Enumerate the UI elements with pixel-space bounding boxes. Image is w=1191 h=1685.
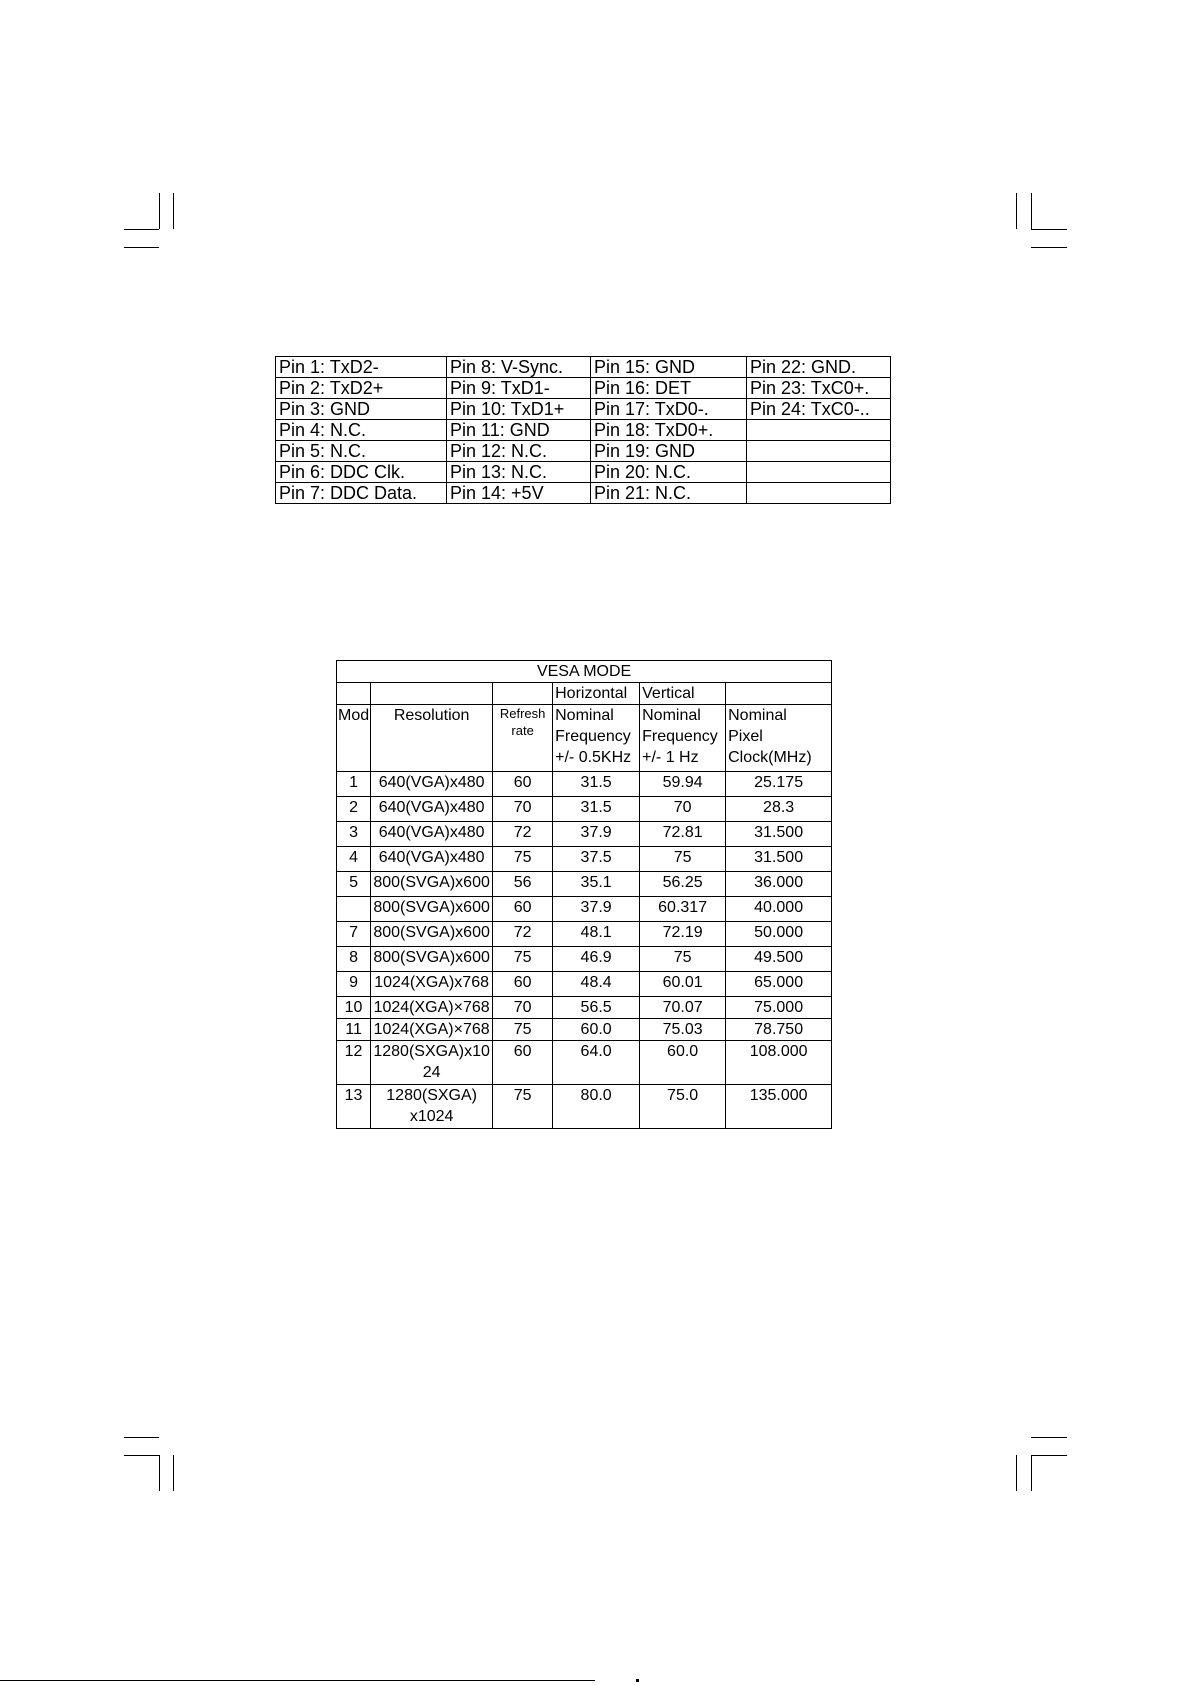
group-cell-empty [726,683,832,705]
pin-cell: Pin 10: TxD1+ [447,399,591,420]
footer-dot [636,1679,639,1682]
vesa-row [337,1041,832,1085]
resolution-cell [371,997,493,1019]
pin-cell [747,441,891,462]
resolution-line1: 800(SVGA)x600 [373,924,490,941]
horizontal-frequency-cell: 37.9 [553,897,640,922]
horizontal-frequency-cell: 80.0 [553,1085,640,1129]
vertical-frequency-cell: 60.01 [640,972,726,997]
resolution-cell [371,772,493,797]
pixel-clock-cell: 25.175 [726,772,832,797]
pin-cell [747,420,891,441]
vertical-frequency-cell: 75 [640,847,726,872]
vesa-title: VESA MODE [337,661,832,683]
group-cell-empty [337,683,371,705]
refresh-cell: 72 [493,922,553,947]
vesa-row [337,772,832,797]
vesa-table-body [337,772,832,1129]
pin-row [276,462,891,483]
horizontal-frequency-cell: 48.4 [553,972,640,997]
pin-cell: Pin 2: TxD2+ [276,378,447,399]
vertical-frequency-cell: 75.03 [640,1019,726,1041]
pin-cell: Pin 9: TxD1- [447,378,591,399]
resolution-cell [371,1085,493,1129]
pixel-clock-cell: 28.3 [726,797,832,822]
refresh-cell: 75 [493,847,553,872]
pin-cell: Pin 22: GND. [747,357,891,378]
mode-cell: 4 [337,847,371,872]
header-p-line3: Clock(MHz) [728,749,812,766]
refresh-cell: 60 [493,972,553,997]
pixel-clock-cell: 108.000 [726,1041,832,1085]
vesa-mode-table [336,660,832,1129]
header-mode: Mod [337,705,371,772]
resolution-cell [371,922,493,947]
pin-table-body [276,357,891,504]
header-h-line2: Frequency [555,728,631,745]
vesa-table-head [337,661,832,772]
mode-cell: 1 [337,772,371,797]
pin-cell [747,483,891,504]
header-p-line1: Nominal [728,707,787,724]
resolution-cell [371,1041,493,1085]
mode-cell: 3 [337,822,371,847]
vesa-row [337,1019,832,1041]
mode-cell: 13 [337,1085,371,1129]
resolution-line1: 800(SVGA)x600 [373,949,490,966]
vertical-frequency-cell: 70 [640,797,726,822]
vertical-frequency-cell: 60.0 [640,1041,726,1085]
pixel-clock-cell: 75.000 [726,997,832,1019]
horizontal-frequency-cell: 48.1 [553,922,640,947]
resolution-line2: x1024 [409,1108,454,1125]
pin-cell: Pin 12: N.C. [447,441,591,462]
pin-row [276,483,891,504]
vesa-row [337,997,832,1019]
resolution-cell [371,897,493,922]
pixel-clock-cell: 49.500 [726,947,832,972]
vesa-row [337,1085,832,1129]
refresh-cell: 60 [493,897,553,922]
resolution-line1: 640(VGA)x480 [378,774,485,791]
vesa-group-row [337,683,832,705]
pin-row [276,399,891,420]
vesa-row [337,897,832,922]
mode-cell: 5 [337,872,371,897]
vesa-row [337,947,832,972]
header-v-line2: Frequency [642,728,718,745]
resolution-cell [371,872,493,897]
footer-rule [0,1680,595,1681]
pin-cell: Pin 5: N.C. [276,441,447,462]
vesa-row [337,922,832,947]
vesa-row [337,847,832,872]
resolution-cell [371,972,493,997]
mode-cell: 11 [337,1019,371,1041]
pin-cell [747,462,891,483]
mode-cell: 7 [337,922,371,947]
header-horizontal-frequency [553,705,640,772]
pin-cell: Pin 11: GND [447,420,591,441]
pin-cell: Pin 13: N.C. [447,462,591,483]
vertical-frequency-cell: 75 [640,947,726,972]
header-h-line3: +/- 0.5KHz [555,749,632,766]
header-p-line2: Pixel [728,728,763,745]
horizontal-frequency-cell: 31.5 [553,772,640,797]
header-refresh-line1: Refresh [499,706,546,721]
pin-cell: Pin 23: TxC0+. [747,378,891,399]
horizontal-frequency-cell: 37.9 [553,822,640,847]
pixel-clock-cell: 31.500 [726,847,832,872]
header-h-line1: Nominal [555,707,614,724]
pin-cell: Pin 7: DDC Data. [276,483,447,504]
refresh-cell: 75 [493,947,553,972]
resolution-line1: 1280(SXGA) [386,1087,477,1104]
header-refresh-line2: rate [511,723,534,738]
pin-cell: Pin 15: GND [591,357,747,378]
mode-cell: 10 [337,997,371,1019]
horizontal-frequency-cell: 56.5 [553,997,640,1019]
resolution-line1: 1024(XGA)x768 [374,974,489,991]
mode-cell: 9 [337,972,371,997]
pin-cell: Pin 6: DDC Clk. [276,462,447,483]
refresh-cell: 60 [493,772,553,797]
pin-cell: Pin 8: V-Sync. [447,357,591,378]
pixel-clock-cell: 40.000 [726,897,832,922]
refresh-cell: 70 [493,997,553,1019]
refresh-cell: 75 [493,1019,553,1041]
pixel-clock-cell: 65.000 [726,972,832,997]
header-v-line1: Nominal [642,707,701,724]
vertical-frequency-cell: 75.0 [640,1085,726,1129]
vertical-frequency-cell: 70.07 [640,997,726,1019]
group-header-horizontal: Horizontal [553,683,640,705]
vesa-row [337,972,832,997]
pin-row [276,378,891,399]
horizontal-frequency-cell: 46.9 [553,947,640,972]
horizontal-frequency-cell: 37.5 [553,847,640,872]
pin-cell: Pin 3: GND [276,399,447,420]
refresh-cell: 70 [493,797,553,822]
horizontal-frequency-cell: 31.5 [553,797,640,822]
refresh-cell: 60 [493,1041,553,1085]
header-vertical-frequency [640,705,726,772]
pixel-clock-cell: 50.000 [726,922,832,947]
resolution-line1: 1024(XGA)×768 [373,1021,490,1038]
horizontal-frequency-cell: 64.0 [553,1041,640,1085]
group-cell-empty [493,683,553,705]
pin-row [276,441,891,462]
horizontal-frequency-cell: 35.1 [553,872,640,897]
pin-cell: Pin 20: N.C. [591,462,747,483]
pin-cell: Pin 21: N.C. [591,483,747,504]
resolution-line1: 800(SVGA)x600 [373,874,490,891]
resolution-cell [371,947,493,972]
pin-row [276,420,891,441]
pixel-clock-cell: 31.500 [726,822,832,847]
group-header-vertical: Vertical [640,683,726,705]
resolution-line2: 24 [422,1064,441,1081]
vesa-title-row [337,661,832,683]
vertical-frequency-cell: 72.19 [640,922,726,947]
mode-cell: 2 [337,797,371,822]
pin-cell: Pin 17: TxD0-. [591,399,747,420]
vertical-frequency-cell: 72.81 [640,822,726,847]
pin-cell: Pin 1: TxD2- [276,357,447,378]
vertical-frequency-cell: 59.94 [640,772,726,797]
mode-cell [337,897,371,922]
pixel-clock-cell: 36.000 [726,872,832,897]
pin-cell: Pin 4: N.C. [276,420,447,441]
pin-assignment-table [275,356,891,504]
header-pixel-clock [726,705,832,772]
horizontal-frequency-cell: 60.0 [553,1019,640,1041]
vesa-row [337,822,832,847]
pin-cell: Pin 16: DET [591,378,747,399]
header-resolution: Resolution [371,705,493,772]
resolution-line1: 1024(XGA)×768 [373,999,490,1016]
group-cell-empty [371,683,493,705]
mode-cell: 12 [337,1041,371,1085]
resolution-line1: 640(VGA)x480 [378,799,485,816]
vesa-header-row [337,705,832,772]
refresh-cell: 72 [493,822,553,847]
vesa-row [337,797,832,822]
resolution-line1: 1280(SXGA)x10 [373,1043,490,1060]
resolution-cell [371,797,493,822]
pin-cell: Pin 14: +5V [447,483,591,504]
vertical-frequency-cell: 56.25 [640,872,726,897]
resolution-cell [371,847,493,872]
refresh-cell: 56 [493,872,553,897]
pixel-clock-cell: 135.000 [726,1085,832,1129]
pin-cell: Pin 19: GND [591,441,747,462]
header-v-line3: +/- 1 Hz [642,749,699,766]
refresh-cell: 75 [493,1085,553,1129]
vesa-row [337,872,832,897]
pixel-clock-cell: 78.750 [726,1019,832,1041]
vertical-frequency-cell: 60.317 [640,897,726,922]
resolution-line1: 800(SVGA)x600 [373,899,490,916]
resolution-line1: 640(VGA)x480 [378,849,485,866]
pin-cell: Pin 18: TxD0+. [591,420,747,441]
resolution-line1: 640(VGA)x480 [378,824,485,841]
resolution-cell [371,822,493,847]
header-refresh [493,705,553,772]
resolution-cell [371,1019,493,1041]
mode-cell: 8 [337,947,371,972]
pin-cell: Pin 24: TxC0-.. [747,399,891,420]
pin-row [276,357,891,378]
